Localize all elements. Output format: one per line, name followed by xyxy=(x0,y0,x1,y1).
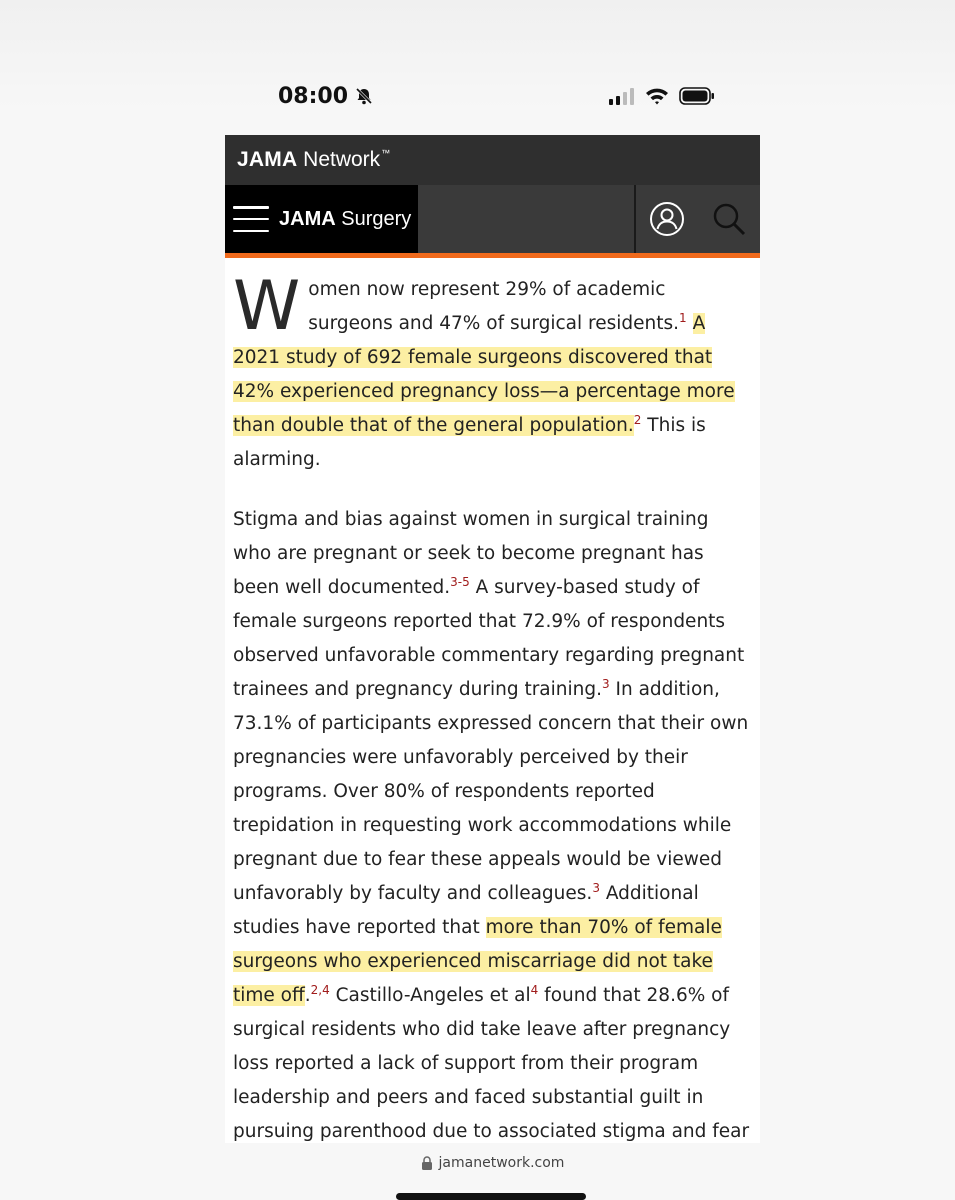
url-domain: jamanetwork.com xyxy=(438,1155,565,1171)
reference-link[interactable]: 3 xyxy=(602,676,610,691)
reference-link[interactable]: 2 xyxy=(633,412,642,427)
search-icon xyxy=(711,201,747,237)
journal-nav-left xyxy=(225,185,418,253)
paragraph-1: Women now represent 29% of academic surgeons and 47% of surgical residents.$^1$ A 2021 study of 692 female surgeons discovered that 42% experienced pregnancy loss—a percentage more than double that of the general population.$^2$ This is alarming. xyxy=(233,267,735,470)
reference-link[interactable]: 1 xyxy=(679,310,687,325)
account-button[interactable] xyxy=(636,185,698,253)
drop-cap: W xyxy=(233,267,301,346)
reference-link[interactable]: 4 xyxy=(530,982,539,997)
article-body xyxy=(225,258,760,1143)
reference-link[interactable]: 3-5 xyxy=(450,574,470,589)
lock-icon xyxy=(421,1156,433,1170)
network-header xyxy=(225,135,760,185)
status-bar xyxy=(225,78,760,114)
reference-link[interactable]: 3 xyxy=(592,880,600,895)
reference-link[interactable]: 2,4 xyxy=(310,982,330,997)
home-indicator[interactable] xyxy=(396,1193,586,1200)
search-button[interactable] xyxy=(698,185,760,253)
url-bar[interactable] xyxy=(225,1143,760,1183)
highlighted-text: A 2021 study of 692 female surgeons discovered that 42% experienced pregnancy loss—a percentage more than double that of the general population. xyxy=(233,313,735,436)
journal-nav xyxy=(225,185,760,253)
nav-actions xyxy=(634,185,760,253)
highlighted-text: more than 70% of female surgeons who experienced miscarriage did not take time off xyxy=(233,917,722,1006)
status-icons xyxy=(609,87,760,105)
hamburger-menu-icon[interactable] xyxy=(233,206,269,232)
paragraph-2: Stigma and bias against women in surgical training who are pregnant or seek to become pregnant has been well documented.$^{3-5}$ A survey-based study of female surgeons reported that 72.9% of respondents observed unfavorable commentary regarding pregnant trainees and pregnancy during training.$^3$ In addition, 73.1% of participants expressed concern that their own pregnancies were unfavorably perceived by their programs. Over 80% of respondents reported trepidation in requesting work accommodations while pregnant due to fear these appeals would be viewed unfavorably by faculty and colleagues.$^3$ Additional studies have reported that more than 70% of female surgeons who experienced miscarriage did not take time off.$^{2,4}$ Castillo-Angeles et al$^4$ found that 28.6% of surgical residents who did take leave after pregnancy loss reported a lack of support from their program leadership and peers and faced substantial guilt in pursuing parenthood due to associated stigma and fear xyxy=(233,509,750,1142)
web-page xyxy=(225,135,760,1143)
user-icon xyxy=(649,201,685,237)
status-time: 08:00 xyxy=(225,84,374,109)
wifi-icon xyxy=(645,87,669,105)
battery-icon xyxy=(679,87,715,105)
jama-surgery-logo[interactable]: JAMA Surgery xyxy=(279,207,412,230)
jama-network-logo[interactable]: JAMA Network™ xyxy=(237,148,391,171)
signal-icon xyxy=(609,87,635,105)
bell-muted-icon xyxy=(354,86,374,106)
